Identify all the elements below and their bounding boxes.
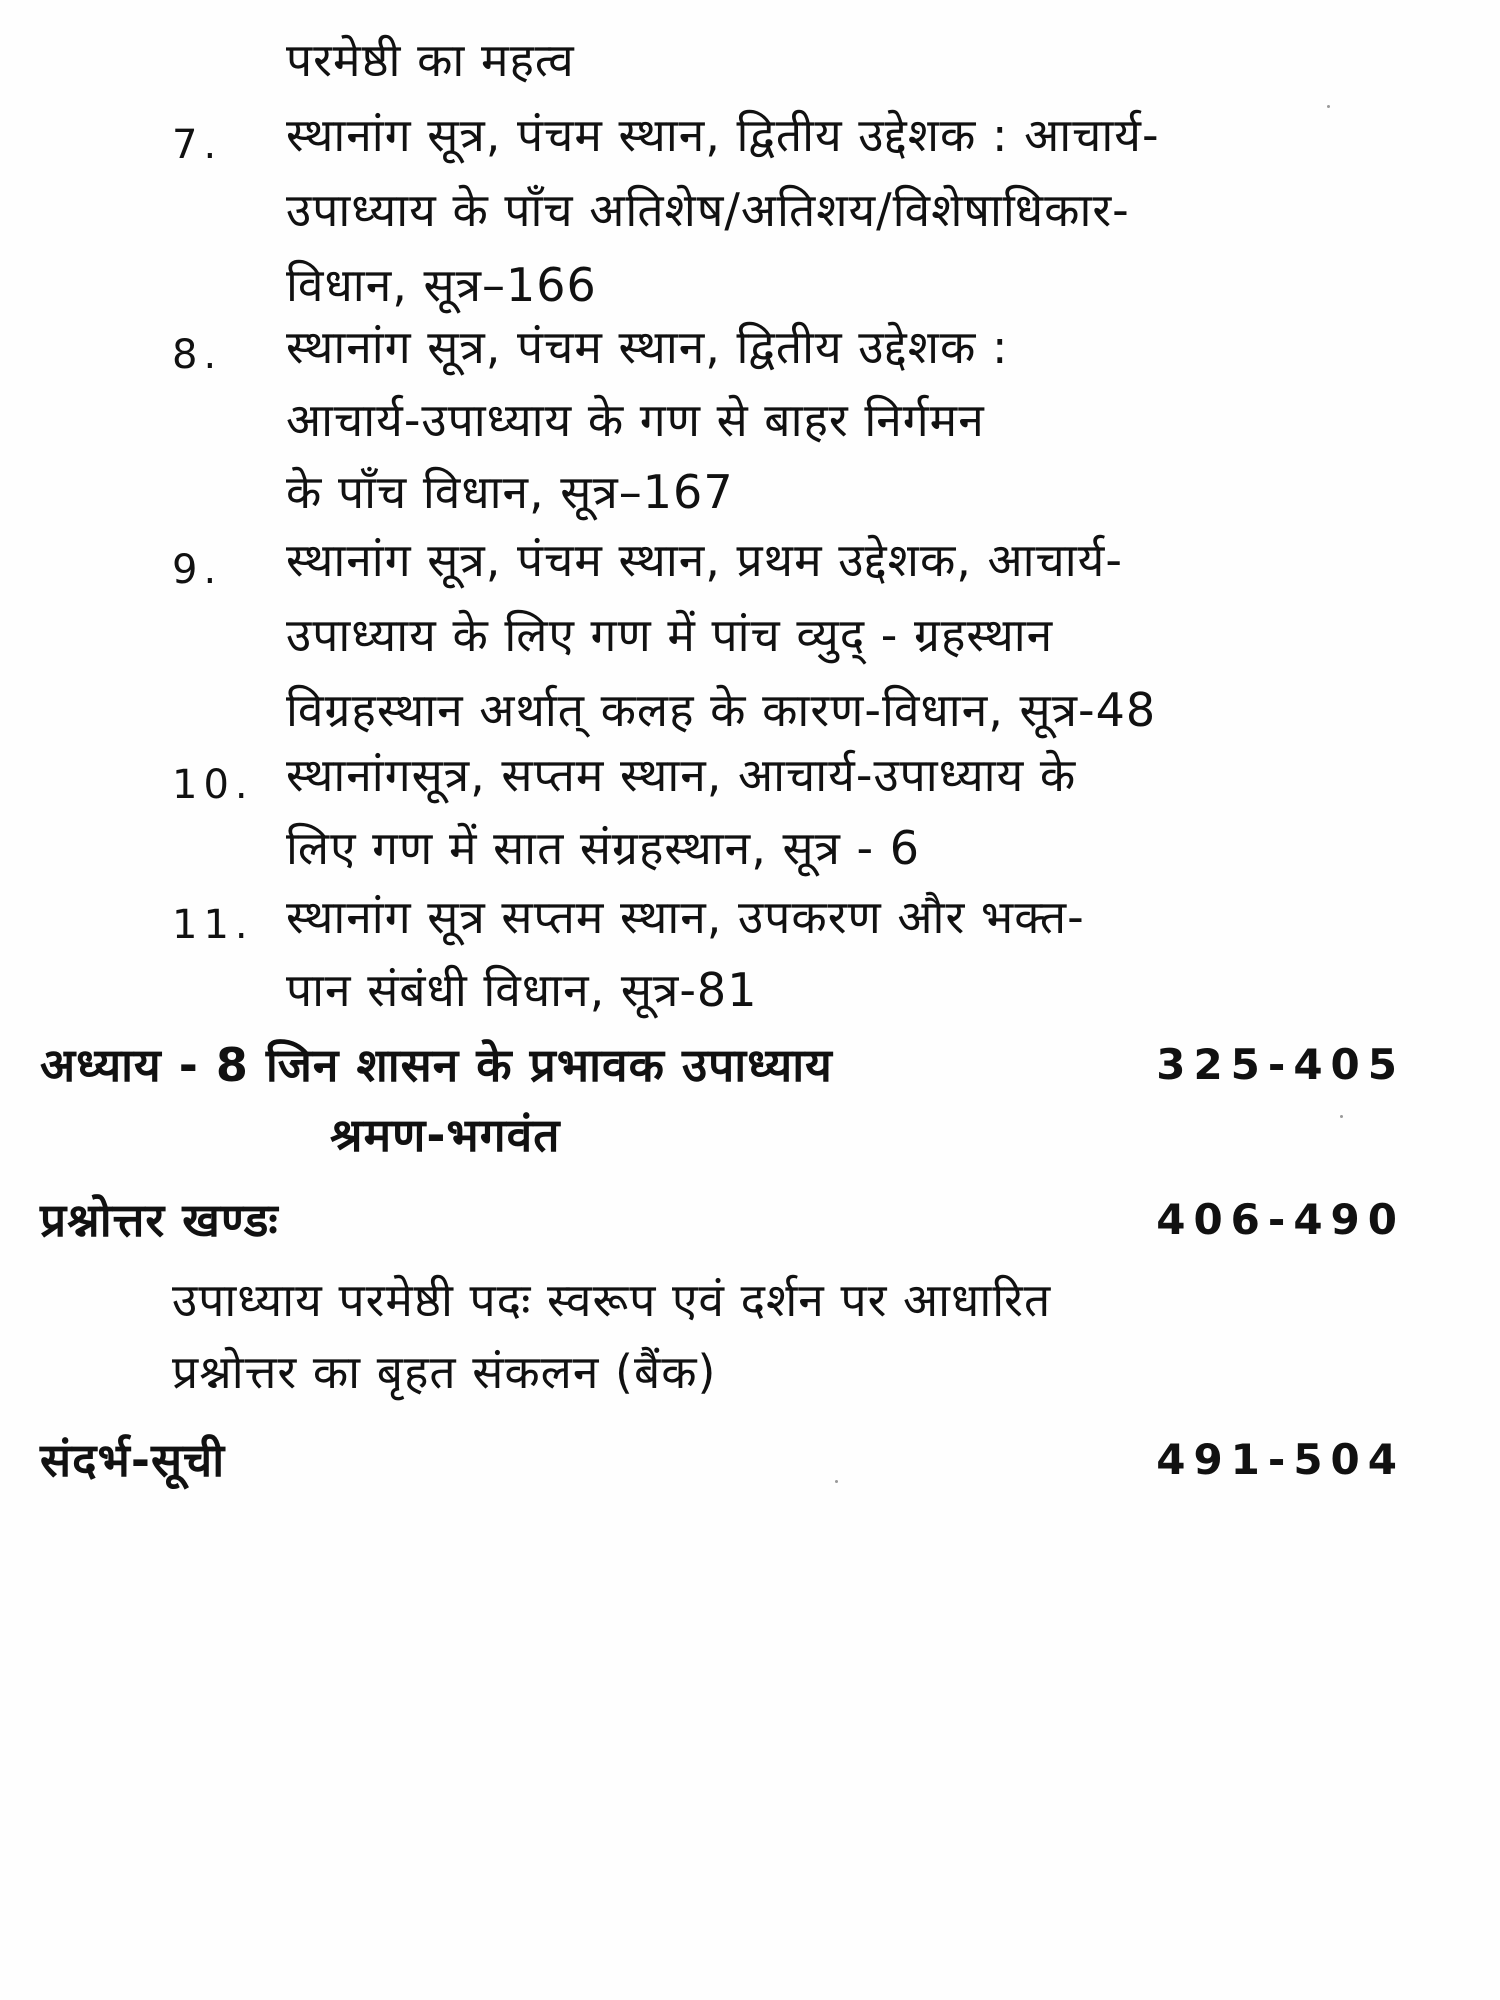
qa-section-title: प्रश्नोत्तर खण्डः (40, 1193, 279, 1247)
item-text-line: पान संबंधी विधान, सूत्र-81 (286, 963, 758, 1017)
item-text-line: के पाँच विधान, सूत्र–167 (286, 465, 734, 519)
item-number: 7. (172, 122, 223, 168)
item-text-line: आचार्य-उपाध्याय के गण से बाहर निर्गमन (286, 393, 985, 447)
scan-speck (1327, 105, 1330, 108)
qa-section-description: उपाध्याय परमेष्ठी पदः स्वरूप एवं दर्शन पर आधारित (172, 1273, 1052, 1327)
chapter-8-title: अध्याय - 8 जिन शासन के प्रभावक उपाध्याय (40, 1038, 833, 1092)
item-number: 11. (172, 902, 254, 948)
continuation-line: परमेष्ठी का महत्व (286, 33, 575, 87)
item-number: 9. (172, 547, 223, 593)
chapter-8-title-continued: श्रमण-भगवंत (330, 1108, 561, 1162)
item-text-line: उपाध्याय के लिए गण में पांच व्युद् - ग्रहस्थान (286, 608, 1054, 662)
scan-speck (1340, 1115, 1343, 1118)
references-page-range: 491-504 (1156, 1435, 1405, 1484)
item-text-line: स्थानांग सूत्र, पंचम स्थान, प्रथम उद्देशक, आचार्य- (286, 533, 1123, 587)
chapter-8-page-range: 325-405 (1156, 1040, 1405, 1089)
item-text-line: स्थानांग सूत्र सप्तम स्थान, उपकरण और भक्त- (286, 890, 1085, 944)
item-number: 8. (172, 332, 223, 378)
scan-speck (835, 1480, 838, 1483)
item-number: 10. (172, 762, 254, 808)
item-text-line: स्थानांग सूत्र, पंचम स्थान, द्वितीय उद्देशक : आचार्य- (286, 108, 1160, 162)
item-text-line: उपाध्याय के पाँच अतिशेष/अतिशय/विशेषाधिकार- (286, 183, 1130, 237)
qa-section-page-range: 406-490 (1156, 1195, 1405, 1244)
item-text-line: स्थानांग सूत्र, पंचम स्थान, द्वितीय उद्देशक : (286, 320, 1009, 374)
qa-section-description: प्रश्नोत्तर का बृहत संकलन (बैंक) (172, 1345, 717, 1399)
item-text-line: स्थानांगसूत्र, सप्तम स्थान, आचार्य-उपाध्याय के (286, 748, 1077, 802)
item-text-line: विधान, सूत्र–166 (286, 258, 597, 312)
item-text-line: विग्रहस्थान अर्थात् कलह के कारण-विधान, सूत्र-48 (286, 683, 1157, 737)
item-text-line: लिए गण में सात संग्रहस्थान, सूत्र - 6 (286, 821, 921, 875)
references-title: संदर्भ-सूची (40, 1433, 226, 1487)
